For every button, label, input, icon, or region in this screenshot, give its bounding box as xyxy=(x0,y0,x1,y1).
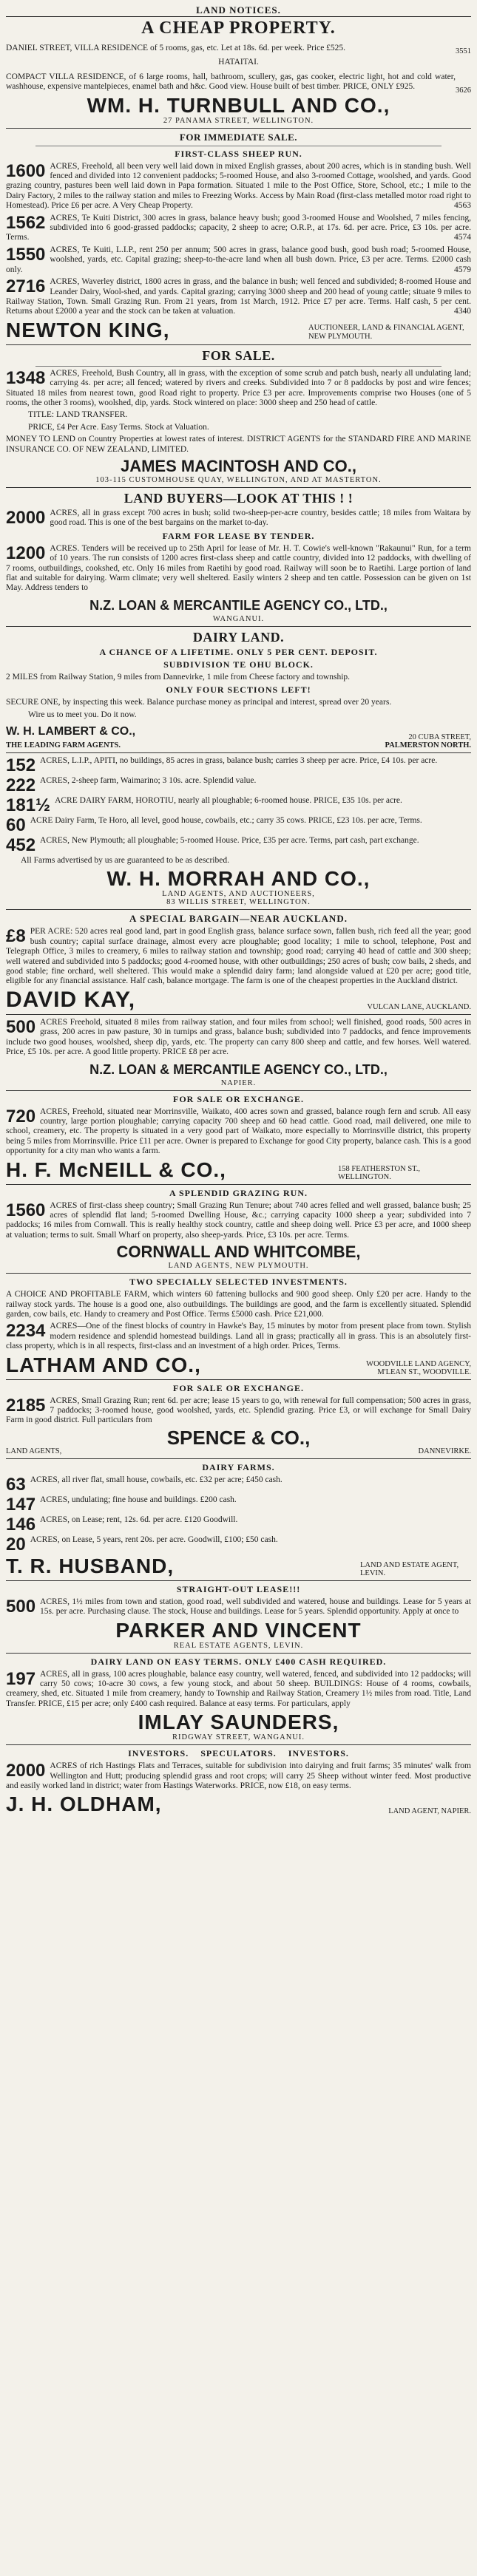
ad-title: FOR SALE OR EXCHANGE. xyxy=(172,1093,305,1104)
agent-role: AUCTIONEER, LAND & FINANCIAL AGENT, NEW PLYMOUTH. xyxy=(308,323,464,341)
divider xyxy=(6,1458,471,1459)
listing-acreage: 720 xyxy=(6,1107,36,1126)
ad-immediate-sale xyxy=(6,132,471,341)
ad-napier xyxy=(6,1018,471,1087)
listing-acreage: 1200 xyxy=(6,543,46,563)
listing-item xyxy=(6,277,471,317)
divider xyxy=(6,1580,471,1581)
listing-item xyxy=(6,162,471,211)
page xyxy=(6,0,471,1815)
divider xyxy=(6,1184,471,1185)
agent-address: 20 CUBA STREET, xyxy=(408,733,471,742)
agent-role: LAND AGENTS, xyxy=(6,1447,62,1455)
listing-text: ACRES, 1½ miles from town and station, good road, well subdivided and watered, house and buildings. Lease for 5 years at 15s. per acre. Purchasing clause. The stock, House and buildings. Lease for 5 years. Splendid opportunity. Apply at once to xyxy=(40,1597,471,1617)
listing-text: ACRES, 2-sheep farm, Waimarino; 3 10s. acre. Splendid value. xyxy=(40,776,257,786)
listing-text: ACRES, on Lease, 5 years, rent 20s. per acre. Goodwill, £100; £50 cash. xyxy=(30,1535,278,1544)
listing-item xyxy=(6,927,471,986)
listing-item xyxy=(6,1107,471,1157)
ad-subtitle: FIRST-CLASS SHEEP RUN. xyxy=(175,148,302,159)
listing-item xyxy=(6,1201,471,1241)
listing-item xyxy=(6,509,471,529)
divider xyxy=(6,626,471,627)
ad-title: FOR IMMEDIATE SALE. xyxy=(179,131,298,143)
listing-text: ACRES, Freehold, all been very well laid down in mixed English grasses, about 200 acres, which is in standing bush. Well fenced and divided into 12 convenient paddocks; 5-roomed House, and also 3-roomed Cottage, woolshed, and yards. Good grazing country, pastures been well laid down in Papa formation. Situated 1 mile to the Post Office, Store, School, etc.; 1 mile to the Dairy Factory, 2 miles to the railway station and miles to Freezing Works. Access by Main Road (first-class metalled motor road right to Homestead). Price £6 per acre. A Very Cheap Property. xyxy=(6,161,471,211)
listing-acreage: 1550 xyxy=(6,245,46,265)
money-note: MONEY TO LEND on Country Properties at lowest rates of interest. DISTRICT AGENTS for the STANDARD FIRE AND MARINE INSURANCE CO. OF NEW ZEALAND, LIMITED. xyxy=(6,435,471,454)
listing-acreage: 152 xyxy=(6,756,36,775)
agent-name: IMLAY SAUNDERS, xyxy=(138,1710,339,1734)
listing-acreage: 222 xyxy=(6,776,36,795)
agent-name: T. R. HUSBAND, xyxy=(6,1554,175,1577)
ad-title: DAIRY FARMS. xyxy=(202,1461,275,1472)
listing-text: ACRES, Waverley district, 1800 acres in grass, and the balance in bush; well fenced and subdivided; 8-roomed House and Leander Dairy, Wool-shed, and yards. Capital grazing; carrying 3000 sheep and 200 head of young cattle; situate 9 miles to Railway Station, Town. Small Grazing Run. From 21 years, from 1st March, 1912. Price £7 per acre. Terms. Half cash, 5 per cent. Returns about £2000 a year and the stock can be taken at valuation. xyxy=(6,277,471,316)
agent-role: LAND AND ESTATE AGENT, LEVIN. xyxy=(360,1560,459,1577)
listing-item xyxy=(6,214,471,243)
listing-item xyxy=(6,796,471,814)
listing-text: ACRES, New Plymouth; all ploughable; 5-roomed House. Price, £35 per acre. Terms, part cash, part exchange. xyxy=(40,836,419,846)
agent-name: H. F. McNEILL & CO., xyxy=(6,1158,226,1181)
listing-acreage: 500 xyxy=(6,1597,36,1617)
ad-title: FOR SALE. xyxy=(202,347,275,363)
listing-item xyxy=(6,1535,471,1553)
ad-for-sale xyxy=(6,348,471,484)
listing-acreage: 1600 xyxy=(6,161,46,181)
listing-item xyxy=(6,836,471,854)
listing-text: ACRES, L.I.P., APITI, no buildings, 85 acres in grass, balance bush; carries 3 sheep per acre. Price, £4 10s. per acre. xyxy=(40,756,438,766)
ad-text: 2 MILES from Railway Station, 9 miles from Dannevirke, 1 mile from Cheese factory and township. xyxy=(6,672,351,682)
agent-role: LAND AGENT, NAPIER. xyxy=(388,1807,471,1816)
listing-acreage: 2234 xyxy=(6,1322,46,1342)
listing-text: ACRES Freehold, situated 8 miles from railway station, and four miles from school; well finished, good roads, 500 acres in grass, 200 acres in paw pasture, 30 in turnips and grass, balance bush; subdivided into 7 paddocks, and fence improvements include two good houses, woolshed, sheep dip, yards, etc. The property can carry 800 sheep and cattle, and few horses. Well watered. Price, £5 10s. per acre. A good little property. PRICE £8 per acre. xyxy=(6,1017,471,1057)
ref-number: 4563 xyxy=(454,201,471,211)
listing-text: ACRES, all river flat, small house, cowbails, etc. £32 per acre; £450 cash. xyxy=(30,1475,283,1484)
listing-acreage: 20 xyxy=(6,1535,26,1553)
listing-item xyxy=(6,1018,471,1058)
ad-title: DAIRY LAND ON EASY TERMS. ONLY £400 CASH REQUIRED. xyxy=(90,1656,387,1667)
listing-item xyxy=(6,1515,471,1533)
divider xyxy=(6,344,471,345)
listing-acreage: 1560 xyxy=(6,1200,46,1220)
section-header: LAND NOTICES. xyxy=(196,4,281,16)
ref-number: 3551 xyxy=(456,47,471,56)
listing-text: ACRES, Te Kuiti District, 300 acres in grass, balance heavy bush; good 3-roomed House and Woolshed, 7 miles fencing, subdivided into 6 good-grassed paddocks; capacity, 2 sheep to acre; O.R.P., at 17s. 6d. per acre. Price, £3 10s. per acre. Terms. xyxy=(6,213,471,242)
ad-investments xyxy=(6,1277,471,1376)
agent-name: JAMES MACINTOSH AND CO., xyxy=(120,456,357,475)
agent-address: VULCAN LANE, AUCKLAND. xyxy=(367,1002,471,1011)
ad-exchange xyxy=(6,1094,471,1181)
listing-text: ACRES, all in grass except 700 acres in bush; solid two-sheep-per-acre country, besides cattle; 18 miles from Waitara by good road. This is one of the best bargains on the market to-day. xyxy=(50,508,471,528)
agent-address: M'LEAN ST., WOODVILLE. xyxy=(377,1367,471,1376)
divider xyxy=(6,909,471,910)
agent-address: 103-115 CUSTOMHOUSE QUAY, WELLINGTON, AND AT MASTERTON. xyxy=(95,475,382,484)
ad-cheap-property xyxy=(6,18,471,125)
listing-text: ACRES of first-class sheep country; Small Grazing Run Tenure; about 740 acres felled and well grassed, balance bush; 25 acres of splendid flat land; 5-roomed Dwelling House, &c.; carrying capacity 1000 sheep a year; subdivided into 7 paddocks; 16 miles from Cornwall. This is really healthy stock country, cattle and sheep doing well. Price £3 per acre, and 1000 sheep at valuation; terms to suit. Small Wharf on property, also sheep-yards. Price, £3 10s. per acre. Terms. xyxy=(6,1200,471,1240)
listing-acreage: 60 xyxy=(6,816,26,835)
agent-name: J. H. OLDHAM, xyxy=(6,1792,162,1816)
listing-acreage: 2185 xyxy=(6,1396,46,1416)
listing-item xyxy=(6,245,471,275)
agent-name: W. H. MORRAH AND CO., xyxy=(106,867,371,891)
ad-text: A CHOICE AND PROFITABLE FARM, which winters 60 fattening bullocks and 900 good sheep. Only £20 per acre. Handy to the railway stock yards. The house is a good one, also outbuildings. The buildings are good, and the farm is excellently situated. Splendid garden, cow bails, etc. Handy to creamery and Post Office. Terms £5000 cash. Price £21,000. xyxy=(6,1290,471,1319)
ad-title: INVESTORS. SPECULATORS. INVESTORS. xyxy=(128,1748,349,1759)
ad-straight-lease xyxy=(6,1584,471,1650)
ad-grazing xyxy=(6,1188,471,1271)
ad-subtitle: A CHANCE OF A LIFETIME. ONLY 5 PER CENT. DEPOSIT. xyxy=(99,646,378,657)
agent-town: PALMERSTON NORTH. xyxy=(385,741,471,750)
rule xyxy=(6,16,471,17)
listing-acreage: 2000 xyxy=(6,1761,46,1781)
listing-acreage: 452 xyxy=(6,836,36,854)
listing-text: ACRES, undulating; fine house and buildings. £200 cash. xyxy=(40,1495,237,1504)
ad-note: All Farms advertised by us are guaranteed to be as described. xyxy=(21,856,229,866)
listing-acreage: 2000 xyxy=(6,508,46,528)
listing-acreage: 197 xyxy=(6,1669,36,1689)
ad-title: LAND BUYERS—LOOK AT THIS ! ! xyxy=(124,490,353,506)
agent-role: LAND AGENTS, NEW PLYMOUTH. xyxy=(168,1262,309,1271)
agent-address: 158 FEATHERSTON ST., WELLINGTON. xyxy=(338,1164,421,1181)
ref-number: 4579 xyxy=(454,265,471,274)
agent-name: N.Z. LOAN & MERCANTILE AGENCY CO., LTD., xyxy=(89,1061,388,1077)
agent-town: DANNEVIRKE. xyxy=(418,1447,471,1455)
agent-name: N.Z. LOAN & MERCANTILE AGENCY CO., LTD., xyxy=(89,597,388,613)
agent-address: 27 PANAMA STREET, WELLINGTON. xyxy=(163,116,314,125)
ad-text: COMPACT VILLA RESIDENCE, of 6 large rooms, hall, bathroom, scullery, gas, gas cooker, electric light, hot and cold water, washhouse, expensive mantelpieces, enamel bath and h&c. Good view. House built of best timber. PRICE, ONLY £925. xyxy=(6,72,456,92)
listing-text: ACRES of rich Hastings Flats and Terraces, suitable for subdivision into dairying and fruit farms; 35 minutes' walk from Wellington and Hutt; producing splendid grass and root crops; will carry 25 Sheep without winter feed. Most productive and easily worked land in district; water from Hastings Waterworks. PRICE, now £18, on easy terms. xyxy=(6,1761,471,1791)
agent-name: NEWTON KING, xyxy=(6,318,170,341)
ad-sale-exchange xyxy=(6,1383,471,1455)
divider xyxy=(6,1379,471,1380)
listing-text: ACRES, Freehold, situated near Morrinsville, Waikato, 400 acres sown and grassed, balance rough fern and scrub. All easy country, large portion ploughable; carrying capacity 700 sheep and 60 head cattle. Good road, mail delivered, one mile to school, creamery, etc. The property is situated in a very good part of Waikato, more especially to Morrinsville district, this property being 5 miles from Morrinsville. Price £11 per acre. Owner is prepared to Exchange for good City property, balance cash. This is a good opportunity for a city man who wants a farm. xyxy=(6,1107,471,1156)
divider xyxy=(6,752,471,753)
listing-item xyxy=(6,776,471,794)
ad-text: DANIEL STREET, VILLA RESIDENCE of 5 rooms, gas, etc. Let at 18s. 6d. per week. Price £525. xyxy=(6,44,346,52)
ad-auckland xyxy=(6,913,471,1010)
listing-acreage: 147 xyxy=(6,1495,36,1513)
ref-number: 4340 xyxy=(454,307,471,316)
ref-number: 3626 xyxy=(456,86,471,95)
listing-acreage: 1348 xyxy=(6,368,46,388)
agent-name: CORNWALL AND WHITCOMBE, xyxy=(116,1243,361,1262)
listing-text: ACRES—One of the finest blocks of country in Hawke's Bay, 15 minutes by motor from present place from town. Stylish modern residence and splendid homestead buildings. Land all in grass; practically all in grass. This is an absolutely first-class property, which is in all respects, first-class and an investment of a high order. Prices, Terms. xyxy=(6,1322,471,1351)
listing-acreage: 2716 xyxy=(6,277,46,297)
ref-number: 4574 xyxy=(454,233,471,242)
listing-text: ACRE DAIRY FARM, HOROTIU, nearly all ploughable; 6-roomed house. PRICE, £35 10s. per acre. xyxy=(55,796,402,806)
listing-acreage: 146 xyxy=(6,1515,36,1533)
listing-item xyxy=(6,1761,471,1791)
divider xyxy=(6,1744,471,1745)
listing-acreage: 500 xyxy=(6,1017,36,1037)
agent-name: SPENCE & CO., xyxy=(166,1426,311,1449)
ad-dairy-land xyxy=(6,630,471,750)
listing-text: ACRES, Freehold, Bush Country, all in grass, with the exception of some scrub and patch bush, nearly all undulating land; carrying 4s. per acre; all fenced; watered by rivers and creeks. Subdivided into 7 or 8 paddocks by post and wire fences; Situated 18 miles from nearest town, good Road right to property. Price £3 per acre. Improvements comprise two Houses (one of 5 rooms, the other 3 rooms), woolshed, dip, yards. Stock wintered on place: 3000 sheep and 250 head of cattle. xyxy=(6,368,471,407)
listing-item xyxy=(6,1322,471,1351)
listing-text: ACRES, Te Kuiti, L.I.P., rent 250 per annum; 500 acres in grass, balance good bush, good bush road; 5-roomed House, woolshed, yards, etc. Capital grazing; sheep-to-the-acre land when all bush down. Price, £3 per acre. Terms. £2000 cash only. xyxy=(6,245,471,274)
ad-easy-terms xyxy=(6,1656,471,1742)
listing-text: ACRES, Small Grazing Run; rent 6d. per acre; lease 15 years to go, with renewal for full compensation; 500 acres in grass, 7 paddocks; 3-roomed house, good woolshed, yards, etc. Splendid grazing. Price £3, or will exchange for Small Dairy Farm in good district. Full particulars from xyxy=(6,1396,471,1425)
listing-text: ACRE Dairy Farm, Te Horo, all level, good house, cowbails, etc.; carry 35 cows. PRICE, £23 10s. per acre, Terms. xyxy=(30,816,422,826)
divider xyxy=(6,1014,471,1015)
agent-name: PARKER AND VINCENT xyxy=(115,1618,362,1642)
listing-acreage: 181½ xyxy=(6,796,51,815)
divider xyxy=(6,1090,471,1091)
agent-name: DAVID KAY, xyxy=(6,987,136,1012)
ad-investors xyxy=(6,1748,471,1815)
ad-title: DAIRY LAND. xyxy=(192,629,285,645)
ad-title: A CHEAP PROPERTY. xyxy=(141,18,336,38)
listing-item xyxy=(6,1597,471,1617)
divider xyxy=(6,487,471,488)
listing-text: PER ACRE: 520 acres real good land, part in good English grass, balance surface sown, fallen bush, rich feed all the year; good bush country; capital surface drainage, almost every acre ploughable; good locality; 1 mile to school, telephone, Post and Telegraph Office, 3 miles to creamery, 6 miles to railway station and township; good road; carrying 40 head of cattle and 300 sheep; well watered and subdivided into 5 paddocks; good 4-roomed house, with other outbuildings; 250 acres of bush; cow bails, 2 sheds, and good stable; fine orchard, well sheltered. This would make a splendid dairy farm; land alongside valued at £20 per acre; good title, eligible for any financial assistance. Half cash, balance mortgage. The farm is one of the cheapest properties in the Auckland district. xyxy=(6,927,471,986)
ad-title: FOR SALE OR EXCHANGE. xyxy=(172,1382,305,1393)
listing-item xyxy=(6,544,471,594)
agent-address: WANGANUI. xyxy=(212,614,265,623)
agent-role: REAL ESTATE AGENTS, LEVIN. xyxy=(173,1641,304,1650)
ad-subtitle: FARM FOR LEASE BY TENDER. xyxy=(162,530,315,541)
listing-item xyxy=(6,816,471,834)
ad-subtitle: SUBDIVISION TE OHU BLOCK. xyxy=(163,659,314,670)
listing-acreage: 1562 xyxy=(6,213,46,233)
title-note: TITLE: LAND TRANSFER. xyxy=(28,410,128,420)
ad-land-buyers xyxy=(6,491,471,623)
listing-text: ACRES, on Lease; rent, 12s. 6d. per acre. £120 Goodwill. xyxy=(40,1515,238,1524)
listing-text: ACRES, all in grass, 100 acres ploughable, balance easy country, well watered, fenced, and subdivided into 12 paddocks; will carry 50 cows; 10-acre 30 cows, a few young stock, and about 50 sheep. BUILDINGS: House of 4 rooms, cowbails, creamery, shed, etc. Situated 1 mile from creamery, handy to Township and Railway Station, Creamery 1½ miles from road. Title, Land Transfer. PRICE, £15 per acre; only £400 cash required. Balance at easy terms. For particulars, apply xyxy=(6,1669,471,1708)
divider xyxy=(6,1653,471,1654)
ad-dairy-farms xyxy=(6,1462,471,1577)
listing-item xyxy=(6,369,471,409)
listing-item xyxy=(6,1475,471,1493)
agent-role: THE LEADING FARM AGENTS. xyxy=(6,741,121,750)
rule xyxy=(35,366,442,367)
agent-address: RIDGWAY STREET, WANGANUI. xyxy=(172,1733,305,1742)
price-note: PRICE, £4 Per Acre. Easy Terms. Stock at Valuation. xyxy=(28,422,209,432)
agent-address: 83 WILLIS STREET, WELLINGTON. xyxy=(166,898,311,907)
listing-price: £8 xyxy=(6,927,26,947)
agent-role: LAND AGENTS, AND AUCTIONEERS, xyxy=(162,890,315,899)
ad-morrah xyxy=(6,756,471,906)
agent-name: W. H. LAMBERT & CO., xyxy=(6,725,136,738)
agent-name: WM. H. TURNBULL AND CO., xyxy=(87,93,390,117)
agent-address: NAPIER. xyxy=(220,1078,257,1087)
ad-title: A SPECIAL BARGAIN—NEAR AUCKLAND. xyxy=(129,913,348,925)
listing-item xyxy=(6,1396,471,1426)
ad-title: TWO SPECIALLY SELECTED INVESTMENTS. xyxy=(129,1277,348,1288)
divider xyxy=(6,128,471,129)
divider xyxy=(6,1273,471,1274)
ad-title: STRAIGHT-OUT LEASE!!! xyxy=(176,1583,301,1594)
agent-name: LATHAM AND CO., xyxy=(6,1353,201,1376)
listing-text: ACRES. Tenders will be received up to 25th April for lease of Mr. H. T. Cowie's well-known "Rakaunui" Run, for a term of 10 years. The run consists of 1200 acres first-class sheep and cattle country, divided into 12 paddocks, with dwelling of 7 rooms, outbuildings, cookshed, etc. Only 16 miles from Raetihi by good road. Railway will soon be to Raetihi. Large portion of land flat and suitable for dairying. Warm climate; very well sheltered. Easily winters 2 sheep and ten cattle. Possession can be given on 1st May. Address tenders to xyxy=(6,543,471,593)
ad-title: A SPLENDID GRAZING RUN. xyxy=(169,1187,308,1198)
ad-text: Wire us to meet you. Do it now. xyxy=(28,710,137,719)
ad-text: SECURE ONE, by inspecting this week. Balance purchase money as principal and interest, spread over 20 years. xyxy=(6,698,392,707)
listing-item xyxy=(6,1670,471,1710)
listing-item xyxy=(6,1495,471,1513)
ad-subtitle: HATAITAI. xyxy=(218,58,259,67)
listing-item xyxy=(6,756,471,774)
listing-acreage: 63 xyxy=(6,1475,26,1493)
ad-subtitle: ONLY FOUR SECTIONS LEFT! xyxy=(166,684,311,696)
agent-role: WOODVILLE LAND AGENCY, xyxy=(366,1359,471,1368)
